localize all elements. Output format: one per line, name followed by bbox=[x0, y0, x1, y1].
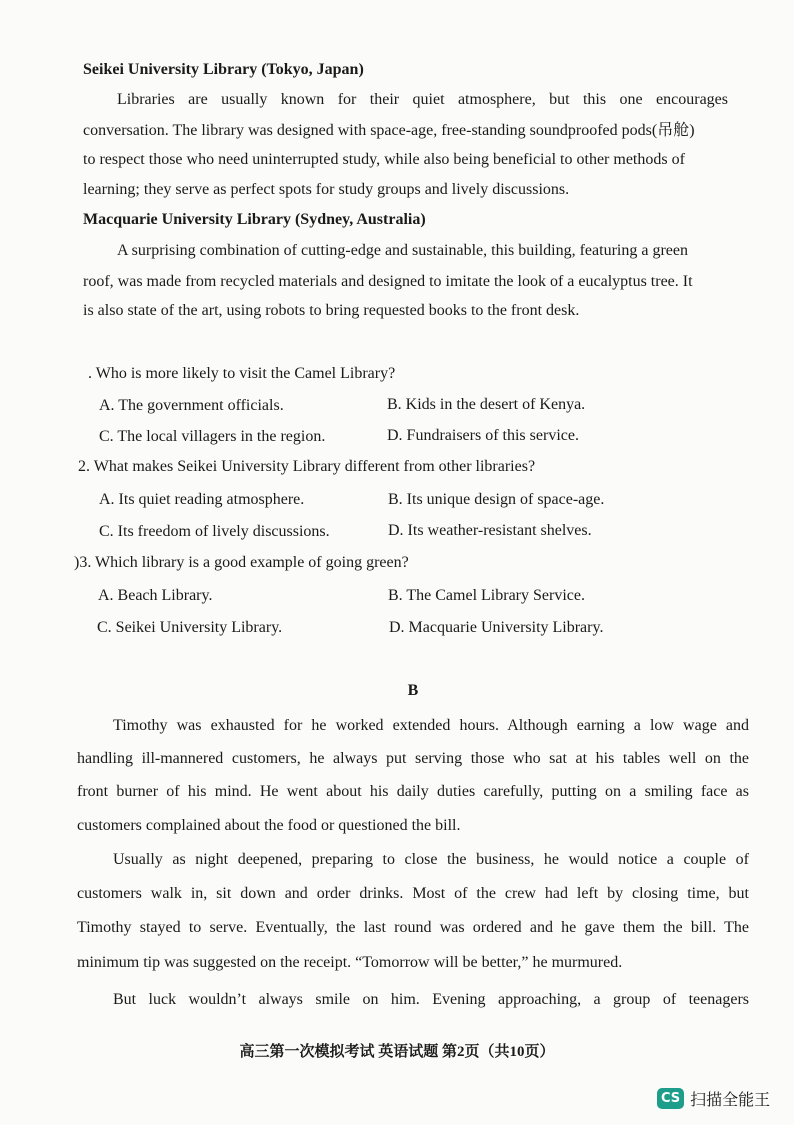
page-footer: 高三第一次模拟考试 英语试题 第2页（共10页） bbox=[239, 1044, 555, 1060]
seikei-heading: Seikei University Library (Tokyo, Japan) bbox=[83, 61, 364, 78]
watermark-text: 扫描全能王 bbox=[690, 1090, 771, 1109]
option: C. Its freedom of lively discussions. bbox=[99, 523, 330, 540]
option: D. Fundraisers of this service. bbox=[387, 427, 579, 444]
paragraph-line: Libraries are usually known for their quiet atmosphere, but this one encourages bbox=[117, 91, 728, 108]
paragraph-line: is also state of the art, using robots to bring requested books to the front desk. bbox=[83, 302, 580, 319]
option: B. The Camel Library Service. bbox=[388, 587, 585, 604]
paragraph-line: handling ill-mannered customers, he always put serving those who sat at his tables well on the bbox=[77, 750, 749, 767]
paragraph-line: to respect those who need uninterrupted study, while also being beneficial to other methods of bbox=[83, 151, 685, 168]
camscanner-logo-icon: CS bbox=[657, 1088, 684, 1109]
paragraph-line: Usually as night deepened, preparing to close the business, he would notice a couple of bbox=[113, 851, 749, 868]
macquarie-heading: Macquarie University Library (Sydney, Australia) bbox=[83, 211, 426, 228]
scanner-watermark bbox=[657, 1087, 770, 1110]
option: A. Beach Library. bbox=[98, 587, 213, 604]
option: A. Its quiet reading atmosphere. bbox=[99, 491, 305, 508]
option: C. The local villagers in the region. bbox=[99, 428, 326, 445]
option: B. Its unique design of space-age. bbox=[388, 491, 605, 508]
paragraph-line: front burner of his mind. He went about his daily duties carefully, putting on a smiling face as bbox=[77, 783, 749, 800]
paragraph-line: roof, was made from recycled materials and designed to imitate the look of a eucalyptus tree. It bbox=[83, 273, 693, 290]
section-label: B bbox=[407, 682, 419, 699]
paragraph-line: minimum tip was suggested on the receipt. “Tomorrow will be better,” he murmured. bbox=[77, 954, 623, 971]
paragraph-line: A surprising combination of cutting-edge and sustainable, this building, featuring a green bbox=[117, 242, 688, 259]
option: A. The government officials. bbox=[99, 397, 284, 414]
paragraph-line: Timothy stayed to serve. Eventually, the last round was ordered and he gave them the bill. The bbox=[77, 919, 749, 936]
question-stem: 2. What makes Seikei University Library different from other libraries? bbox=[78, 458, 536, 475]
paragraph-line: customers walk in, sit down and order drinks. Most of the crew had left by closing time, but bbox=[77, 885, 749, 902]
paragraph-line: conversation. The library was designed with space-age, free-standing soundproofed pods(吊舱) bbox=[83, 122, 695, 139]
option: B. Kids in the desert of Kenya. bbox=[387, 396, 586, 413]
option: D. Macquarie University Library. bbox=[389, 619, 604, 636]
paragraph-line: Timothy was exhausted for he worked extended hours. Although earning a low wage and bbox=[113, 717, 749, 734]
paragraph-line: But luck wouldn’t always smile on him. Evening approaching, a group of teenagers bbox=[113, 991, 749, 1008]
paragraph-line: learning; they serve as perfect spots for study groups and lively discussions. bbox=[83, 181, 570, 198]
option: D. Its weather-resistant shelves. bbox=[388, 522, 592, 539]
option: C. Seikei University Library. bbox=[97, 619, 283, 636]
paragraph-line: customers complained about the food or questioned the bill. bbox=[77, 817, 461, 834]
question-stem: )3. Which library is a good example of going green? bbox=[74, 554, 409, 571]
question-stem: . Who is more likely to visit the Camel Library? bbox=[88, 365, 396, 382]
